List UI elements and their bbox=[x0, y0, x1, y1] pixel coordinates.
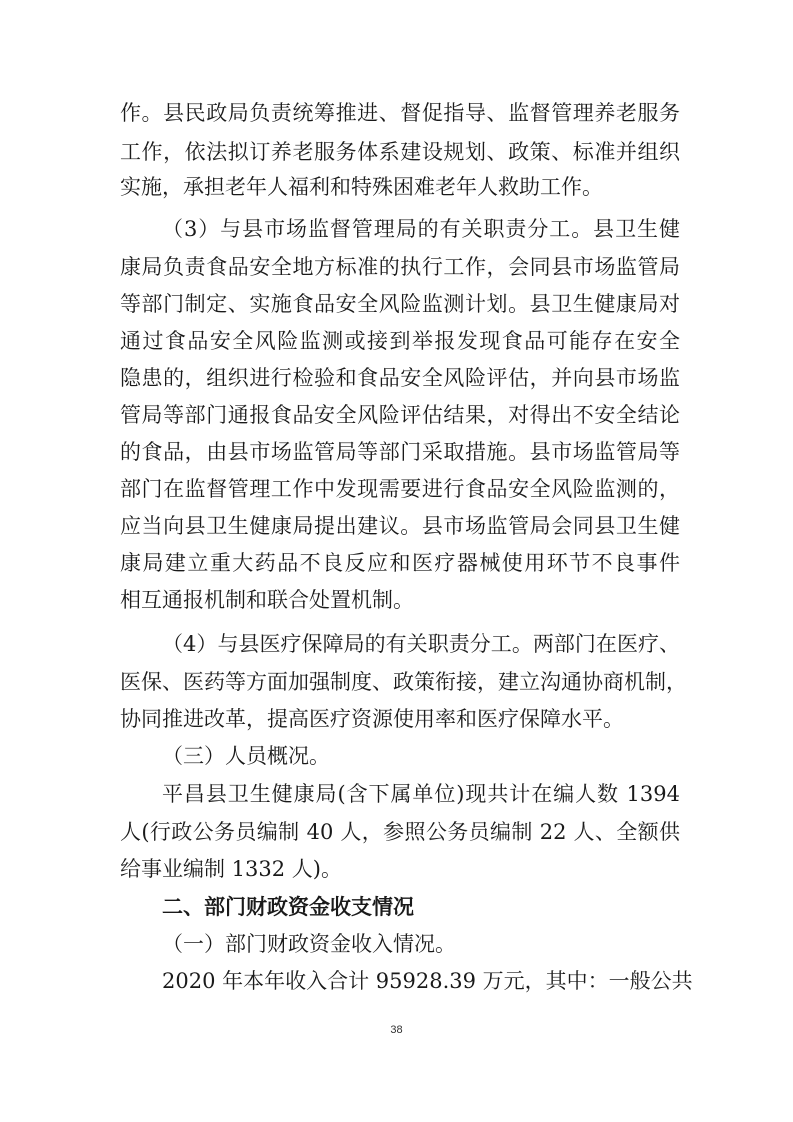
section-heading-personnel: （三）人员概况。 bbox=[162, 744, 330, 768]
body-text-line: 康局负责食品安全地方标准的执行工作，会同县市场监管局 bbox=[120, 255, 680, 279]
body-text-line: 给事业编制 1332 人)。 bbox=[120, 857, 342, 881]
body-text-line: 工作，依法拟订养老服务体系建设规划、政策、标准并组织 bbox=[120, 140, 680, 164]
body-text-line: 康局建立重大药品不良反应和医疗器械使用环节不良事件 bbox=[120, 551, 680, 575]
subsection-heading-line: （3）与县市场监督管理局的有关职责分工。县卫生健 bbox=[162, 217, 680, 241]
body-text-line: 通过食品安全风险监测或接到举报发现食品可能存在安全 bbox=[120, 329, 680, 353]
body-text-line: 平昌县卫生健康局(含下属单位)现共计在编人数 1394 bbox=[162, 782, 680, 806]
body-text-line: 2020 年本年收入合计 95928.39 万元，其中：一般公共 bbox=[162, 969, 693, 993]
body-text-line: 应当向县卫生健康局提出建议。县市场监管局会同县卫生健 bbox=[120, 514, 680, 538]
page-number: 38 bbox=[390, 1024, 403, 1036]
body-text-line: 部门在监督管理工作中发现需要进行食品安全风险监测的， bbox=[120, 477, 680, 501]
body-text-line: 等部门制定、实施食品安全风险监测计划。县卫生健康局对 bbox=[120, 292, 680, 316]
body-text-line: 相互通报机制和联合处置机制。 bbox=[120, 588, 414, 612]
body-text-line: 协同推进改革，提高医疗资源使用率和医疗保障水平。 bbox=[120, 707, 624, 731]
body-text-line: 的食品，由县市场监管局等部门采取措施。县市场监管局等 bbox=[120, 440, 680, 464]
body-text-line: 管局等部门通报食品安全风险评估结果，对得出不安全结论 bbox=[120, 403, 680, 427]
subsection-heading-line: （4）与县医疗保障局的有关职责分工。两部门在医疗、 bbox=[162, 632, 680, 656]
section-heading-finance: 二、部门财政资金收支情况 bbox=[162, 895, 414, 919]
body-text-line: 人(行政公务员编制 40 人，参照公务员编制 22 人、全额供 bbox=[120, 820, 680, 844]
body-text-line: 实施，承担老年人福利和特殊困难老年人救助工作。 bbox=[120, 175, 603, 199]
body-text-line: 隐患的，组织进行检验和食品安全风险评估，并向县市场监 bbox=[120, 366, 680, 390]
body-text-line: 作。县民政局负责统筹推进、督促指导、监督管理养老服务 bbox=[120, 101, 680, 125]
body-text-line: 医保、医药等方面加强制度、政策衔接，建立沟通协商机制， bbox=[120, 670, 687, 694]
subsection-heading-income: （一）部门财政资金收入情况。 bbox=[162, 932, 456, 956]
